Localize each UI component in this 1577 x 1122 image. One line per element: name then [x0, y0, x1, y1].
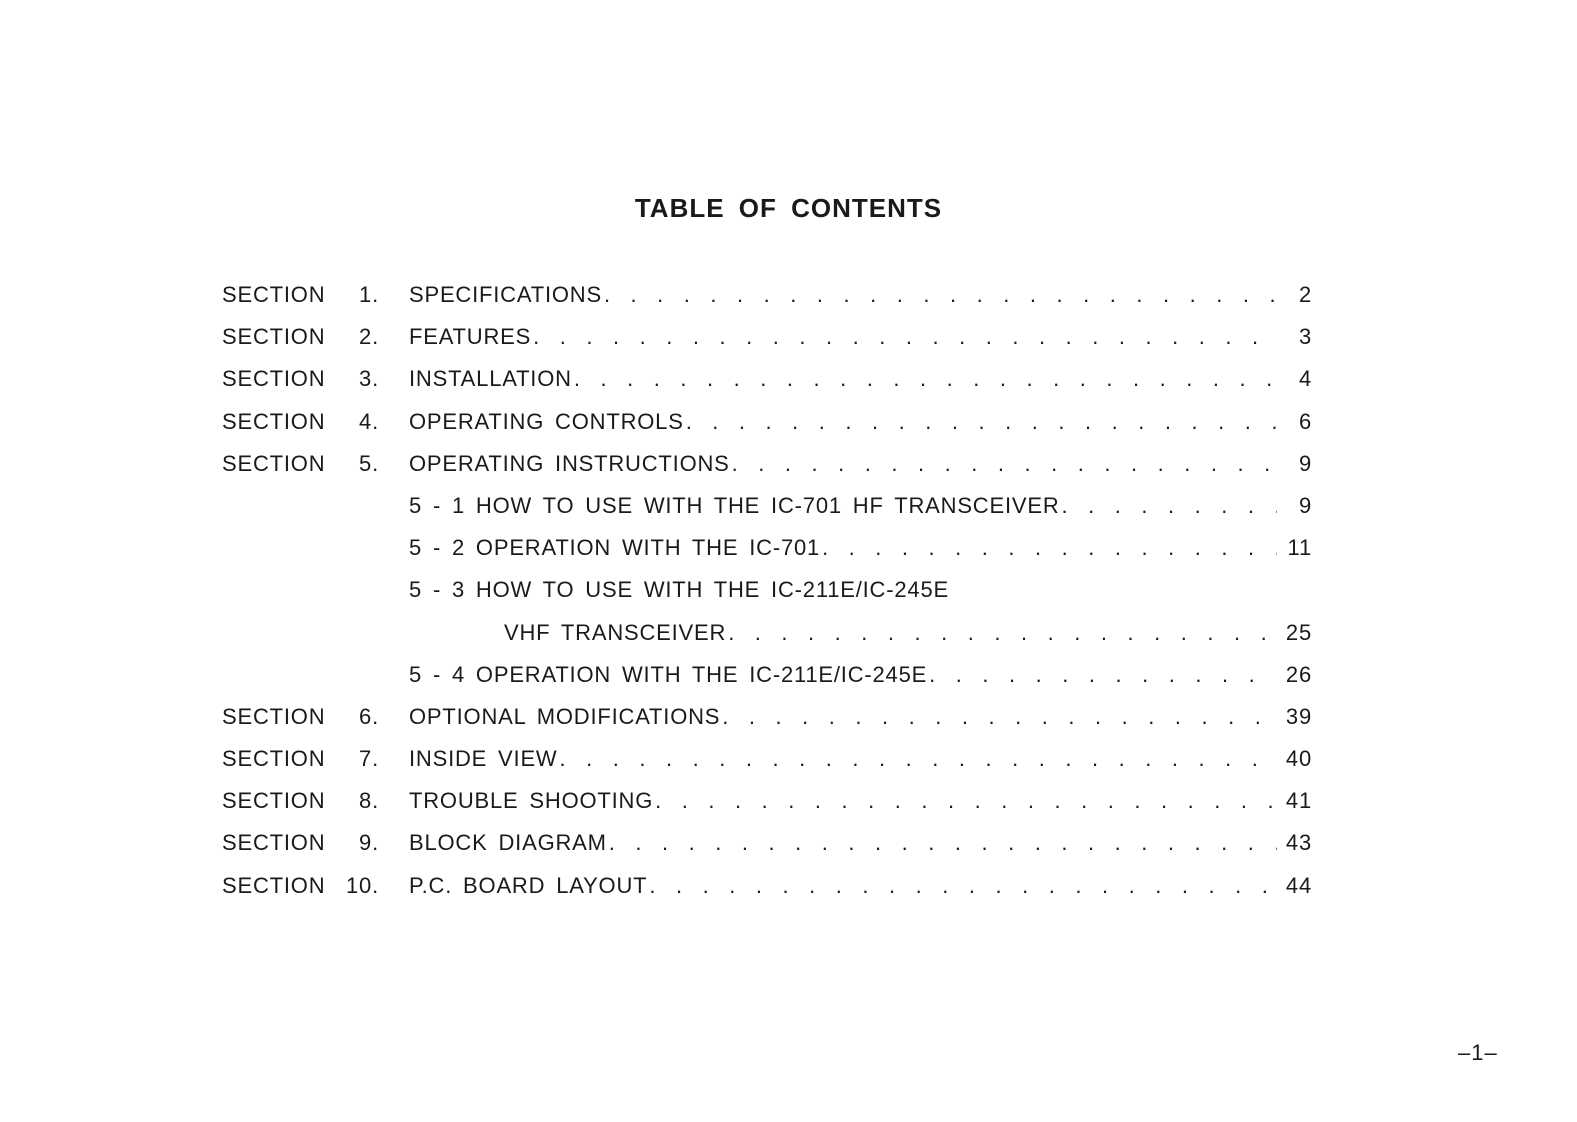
dot-leader — [722, 704, 1277, 730]
dot-leader — [533, 324, 1277, 350]
section-label: SECTION — [222, 282, 326, 307]
entry-title-wrap — [409, 830, 1283, 856]
table-of-contents — [222, 272, 1322, 905]
entry-title-wrap — [409, 873, 1283, 899]
page-number: 3 — [1298, 324, 1312, 350]
page-number: 26 — [1285, 661, 1312, 687]
entry-title-wrap — [409, 282, 1283, 308]
page-footer-number: –1– — [1458, 1040, 1498, 1065]
section-number: 6. — [359, 703, 379, 729]
toc-entry-section-1[interactable] — [222, 272, 1322, 314]
section-label: SECTION — [222, 366, 326, 392]
toc-entry-subsection-5-1[interactable] — [222, 483, 1322, 525]
dot-leader — [732, 451, 1277, 477]
entry-title: 5 - 1 HOW TO USE WITH THE IC-701 HF TRANSCEIVER — [409, 492, 1060, 518]
page-number: 4 — [1298, 366, 1312, 392]
entry-title-wrap — [409, 493, 1283, 519]
entry-title-wrap — [409, 746, 1283, 772]
entry-title: P.C. BOARD LAYOUT — [409, 872, 648, 898]
toc-entry-subsection-5-4[interactable] — [222, 652, 1322, 694]
page-number: 25 — [1285, 619, 1312, 645]
section-label: SECTION — [222, 408, 326, 434]
entry-title-wrap — [409, 366, 1283, 392]
section-label: SECTION — [222, 324, 326, 350]
entry-title: VHF TRANSCEIVER — [504, 619, 727, 645]
toc-entry-subsection-5-2[interactable] — [222, 525, 1322, 567]
section-number: 4. — [359, 408, 379, 434]
dot-leader — [560, 746, 1278, 772]
entry-title: FEATURES — [409, 324, 532, 350]
dot-leader — [655, 788, 1277, 814]
section-number: 9. — [359, 830, 379, 856]
page-number: 11 — [1287, 535, 1312, 561]
dot-leader — [686, 409, 1277, 435]
dot-leader — [929, 662, 1277, 688]
section-number: 1. — [359, 282, 379, 307]
entry-title: OPTIONAL MODIFICATIONS — [409, 703, 721, 729]
entry-title: BLOCK DIAGRAM — [409, 830, 607, 856]
page-number: 9 — [1298, 450, 1312, 476]
entry-title-wrap — [409, 704, 1283, 730]
section-label: SECTION — [222, 872, 326, 898]
toc-entry-subsection-5-3-continued[interactable] — [222, 610, 1322, 652]
entry-title-wrap — [504, 620, 1283, 646]
page-number: 9 — [1298, 492, 1312, 518]
entry-title-wrap — [409, 577, 1283, 603]
entry-title: SPECIFICATIONS — [409, 282, 602, 307]
entry-title: 5 - 3 HOW TO USE WITH THE IC-211E/IC-245E — [409, 577, 949, 603]
toc-entry-section-6[interactable] — [222, 694, 1322, 736]
entry-title: INSTALLATION — [409, 366, 572, 392]
entry-title-wrap — [409, 535, 1283, 561]
toc-entry-section-2[interactable] — [222, 314, 1322, 356]
entry-title: OPERATING CONTROLS — [409, 408, 684, 434]
dot-leader — [822, 535, 1277, 561]
page-number: 44 — [1285, 872, 1312, 898]
dot-leader — [574, 366, 1277, 392]
dot-leader — [609, 830, 1277, 856]
page-title: TABLE OF CONTENTS — [634, 193, 943, 223]
entry-title: OPERATING INSTRUCTIONS — [409, 450, 730, 476]
section-number: 2. — [359, 324, 379, 350]
page-number: 6 — [1298, 408, 1312, 434]
entry-title: 5 - 4 OPERATION WITH THE IC-211E/IC-245E — [409, 661, 928, 687]
toc-entry-section-8[interactable] — [222, 778, 1322, 820]
page-number: 40 — [1285, 746, 1312, 772]
page-number: 39 — [1285, 703, 1312, 729]
entry-title-wrap — [409, 788, 1283, 814]
toc-entry-section-5[interactable] — [222, 441, 1322, 483]
toc-entry-section-4[interactable] — [222, 399, 1322, 441]
section-label: SECTION — [222, 830, 326, 856]
entry-title: TROUBLE SHOOTING — [409, 788, 654, 814]
toc-entry-section-7[interactable] — [222, 736, 1322, 778]
toc-entry-subsection-5-3[interactable] — [222, 567, 1322, 609]
toc-entry-section-9[interactable] — [222, 820, 1322, 862]
page-number: 2 — [1298, 282, 1312, 307]
dot-leader — [604, 282, 1277, 308]
toc-entry-section-3[interactable] — [222, 356, 1322, 398]
section-number: 3. — [359, 366, 379, 392]
entry-title-wrap — [409, 662, 1283, 688]
page-number: 43 — [1285, 830, 1312, 856]
entry-title: 5 - 2 OPERATION WITH THE IC-701 — [409, 535, 821, 561]
section-label: SECTION — [222, 746, 326, 772]
toc-entry-section-10[interactable] — [222, 863, 1322, 905]
entry-title: INSIDE VIEW — [409, 746, 558, 772]
dot-leader — [1062, 493, 1277, 519]
entry-title-wrap — [409, 451, 1283, 477]
entry-title-wrap — [409, 324, 1283, 350]
section-number: 5. — [359, 450, 379, 476]
section-label: SECTION — [222, 450, 326, 476]
dot-leader — [728, 620, 1277, 646]
entry-title-wrap — [409, 409, 1283, 435]
section-number: 8. — [359, 788, 379, 814]
section-label: SECTION — [222, 788, 326, 814]
page-number: 41 — [1285, 788, 1312, 814]
section-label: SECTION — [222, 703, 326, 729]
dot-leader — [649, 873, 1277, 899]
section-number: 7. — [359, 746, 379, 772]
section-number: 10. — [346, 872, 379, 898]
